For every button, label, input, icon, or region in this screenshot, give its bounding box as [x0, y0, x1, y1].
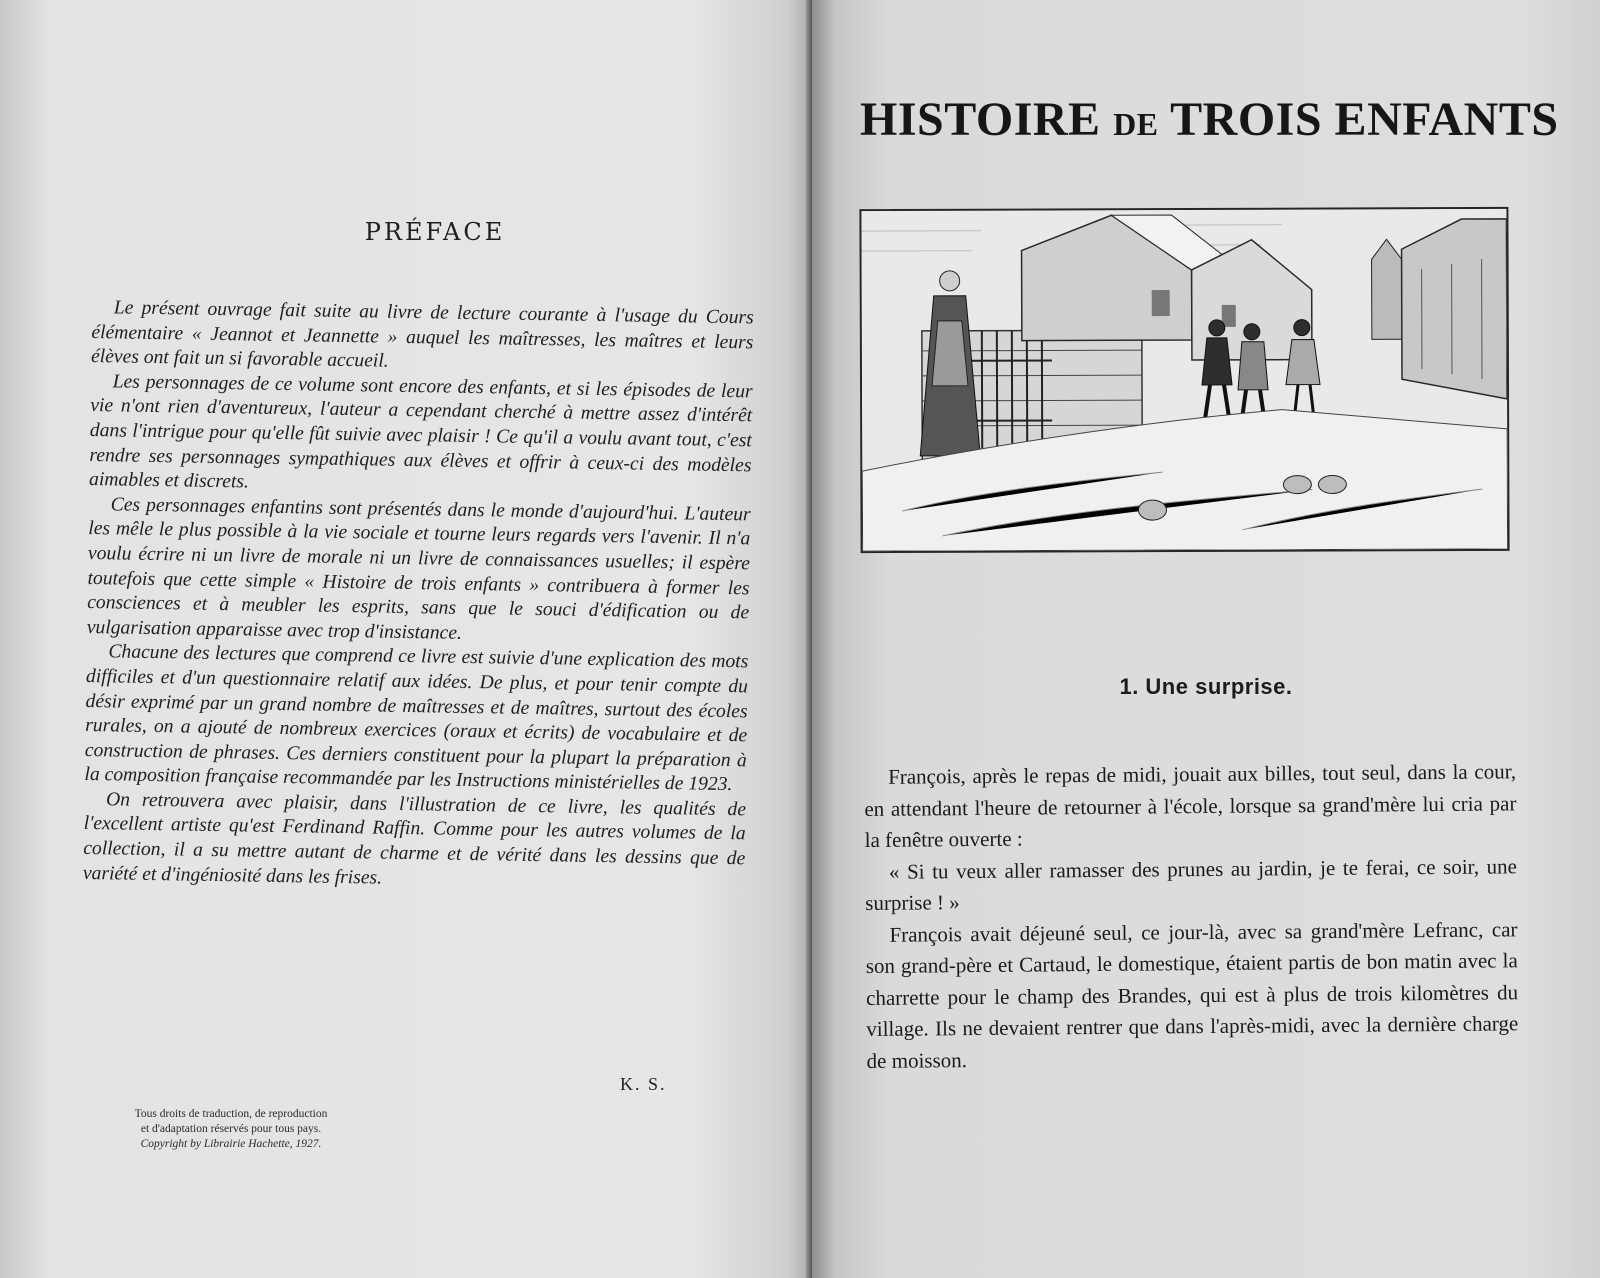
story-body: [864, 756, 1519, 1077]
preface-paragraph-5: On retrouvera avec plaisir, dans l'illustration de ce livre, les qualités de l'excellent artiste qu'est Ferdinand Raffin. Comme pour les autres volumes de la collection, il a su mettre autant de charme et de vérité dans les dessins que de variété et d'ingéniosité dans les frises.: [82, 789, 747, 889]
preface-paragraph-2: Les personnages de ce volume sont encore des enfants, et si les épisodes de leur vie n'ont rien d'aventureux, l'auteur a cependant cherché à mettre assez d'intérêt dans l'intrigue pour qu'elle fût suivie avec plaisir ! Ce qu'il a voulu avant tout, c'est rendre ses personnages sympathiques aux élèves et offrir à ceux-ci des modèles aimables et discrets.: [88, 371, 753, 493]
story-paragraph-2: « Si tu veux aller ramasser des prunes au jardin, je te ferai, ce soir, une surprise ! »: [865, 853, 1518, 915]
book-title: [860, 92, 1559, 147]
copyright-line-2: et d'adaptation réservés pour tous pays.: [140, 1123, 322, 1135]
village-illustration: [859, 207, 1509, 553]
story-paragraph-3: François avait déjeuné seul, ce jour-là, avec sa grand'mère Lefranc, car son grand-père et Cartaud, le domestique, étaient partis de bon matin avec la charrette pour le champ des Brandes, qui est à plus de trois kilomètres du village. Ils ne devaient rentrer que dans l'après-midi, avec la dernière charge de moisson.: [865, 916, 1519, 1073]
book-title-part-1: HISTOIRE: [860, 93, 1101, 146]
copyright-notice: [100, 1107, 362, 1152]
preface-paragraph-4: Chacune des lectures que comprend ce livre est suivie d'une explication des mots difficiles et d'un questionnaire relatif aux idées. De plus, et pour tenir compte du désir exprimé par un grand nombre de maîtresses et de maîtres, surtout des écoles rurales, on a ajouté de nombreux exercices (oraux et écrits) de vocabulaire et de construction de phrases. Ces derniers constituent pour la plupart la préparation à la composition française recommandée par les Instructions ministérielles de 1923.: [84, 641, 749, 796]
story-paragraph-1: François, après le repas de midi, jouait aux billes, tout seul, dans la cour, en attendant l'heure de retourner à l'école, lorsque sa grand'mère lui cria par la fenêtre ouverte :: [864, 759, 1517, 852]
author-signature: K. S.: [620, 1074, 667, 1094]
book-title-part-3: TROIS ENFANTS: [1170, 93, 1559, 146]
chapter-title: 1. Une surprise.: [1119, 674, 1293, 699]
book-title-part-2: DE: [1113, 106, 1159, 142]
preface-paragraph-3: Ces personnages enfantins sont présentés dans le monde d'aujourd'hui. L'auteur les mêle le plus possible à la vie sociale et tourne leurs regards vers l'avenir. Il n'a voulu écrire ni un livre de morale ni un livre de connaissances usuelles; il espère toutefois que cette simple « Histoire de trois enfants » contribuera à former les consciences et à meubler les esprits, sans que le souci d'édification ou de vulgarisation apparaisse avec trop d'insistance.: [86, 494, 751, 644]
right-page: [812, 0, 1600, 1278]
copyright-line-1: Tous droits de traduction, de reproduction: [134, 1108, 328, 1120]
preface-paragraph-1: Le présent ouvrage fait suite au livre de lecture courante à l'usage du Cours élémentaire « Jeannot et Jeannette » auquel les maîtresses, les maîtres et leurs élèves ont fait un si favorable accueil.: [90, 297, 754, 372]
copyright-line-3: Copyright by Librairie Hachette, 1927.: [140, 1138, 322, 1150]
preface-body: [83, 296, 754, 897]
preface-title: PRÉFACE: [364, 218, 506, 246]
village-scene-icon: [861, 209, 1507, 551]
